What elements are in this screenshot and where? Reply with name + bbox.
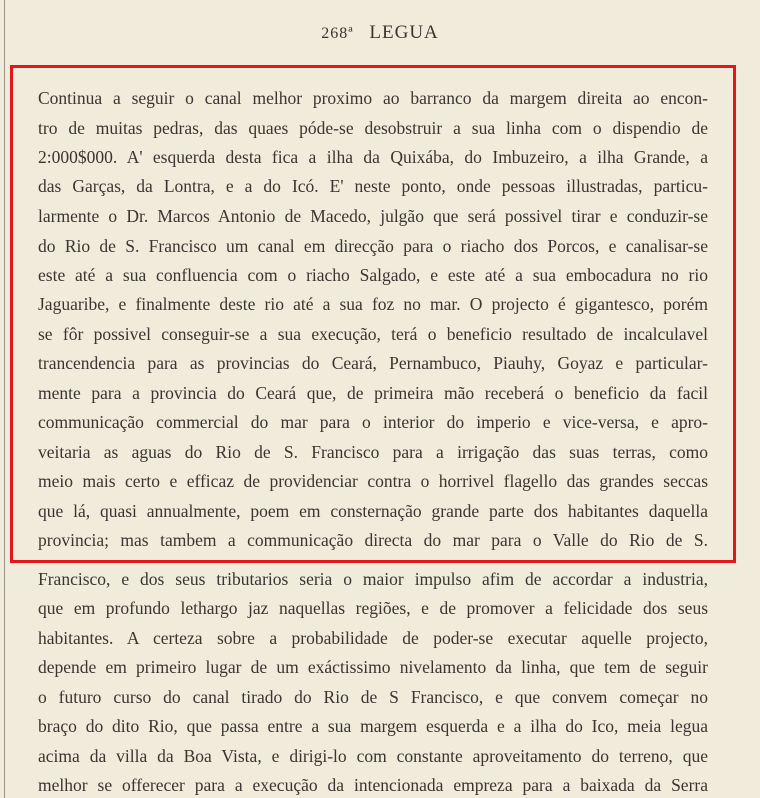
text-line: o futuro curso do canal tirado do Rio de S Francisco, e que convem começar no — [38, 687, 708, 707]
text-line: Continua a seguir o canal melhor proximo ao barranco da margem direita ao encon- — [38, 88, 708, 108]
text-line: que em profundo lethargo jaz naquellas regiões, e de promover a felicidade dos seus — [38, 598, 708, 618]
text-line: meio mais certo e efficaz de providenciar contra o horrivel flagello das grandes seccas — [38, 471, 708, 491]
text-line: acima da villa da Boa Vista, e dirigi-lo com constante aproveitamento do terreno, que — [38, 746, 708, 766]
text-line: que lá, quasi annualmente, poem em consternação grande parte dos habitantes daquella — [38, 501, 708, 521]
text-line: trancendencia para as provincias do Ceará, Pernambuco, Piauhy, Goyaz e particular- — [38, 353, 708, 373]
page-number: 268ª — [321, 25, 354, 42]
page-edge-rule — [4, 0, 5, 798]
text-line: 2:000$000. A' esquerda desta fica a ilha da Quixába, do Imbuzeiro, a ilha Grande, a — [38, 147, 708, 167]
text-line: Jaguaribe, e finalmente deste rio até a sua foz no mar. O projecto é gigantesco, porém — [38, 294, 708, 314]
text-line: melhor se offerecer para a execução da intencionada empreza para a baixada da Serra — [38, 775, 708, 795]
text-line: depende em primeiro lugar de um exáctissimo nivelamento da linha, que tem de seguir — [38, 657, 708, 677]
text-line: habitantes. A certeza sobre a probabilidade de poder-se executar aquelle projecto, — [38, 628, 708, 648]
page-title: LEGUA — [369, 22, 439, 43]
text-line: provincia; mas tambem a communicação directa do mar para o Valle do Rio de S. — [38, 530, 708, 550]
text-line: se fôr possivel conseguir-se a sua execução, terá o beneficio resultado de incalculavel — [38, 324, 708, 344]
text-line: Francisco, e dos seus tributarios seria o maior impulso afim de accordar a industria, — [38, 569, 708, 589]
text-line: larmente o Dr. Marcos Antonio de Macedo, julgão que será possivel tirar e conduzir-se — [38, 206, 708, 226]
text-line: mente para a provincia do Ceará que, de primeira mão receberá o beneficio da facil — [38, 383, 708, 403]
text-line: communicação commercial do mar para o interior do imperio e vice-versa, e apro- — [38, 412, 708, 432]
text-line: veitaria as aguas do Rio de S. Francisco para a irrigação das suas terras, como — [38, 442, 708, 462]
text-line: tro de muitas pedras, das quaes póde-se desobstruir a sua linha com o dispendio de — [38, 118, 708, 138]
text-line: este até a sua confluencia com o riacho Salgado, e este até a sua embocadura no rio — [38, 265, 708, 285]
text-line: das Garças, da Lontra, e a do Icó. E' neste ponto, onde pessoas illustradas, particu- — [38, 176, 708, 196]
text-line: do Rio de S. Francisco um canal em direcção para o riacho dos Porcos, e canalisar-se — [38, 236, 708, 256]
text-line: braço do dito Rio, que passa entre a sua margem esquerda e a ilha do Ico, meia legua — [38, 716, 708, 736]
page-header — [0, 22, 760, 44]
